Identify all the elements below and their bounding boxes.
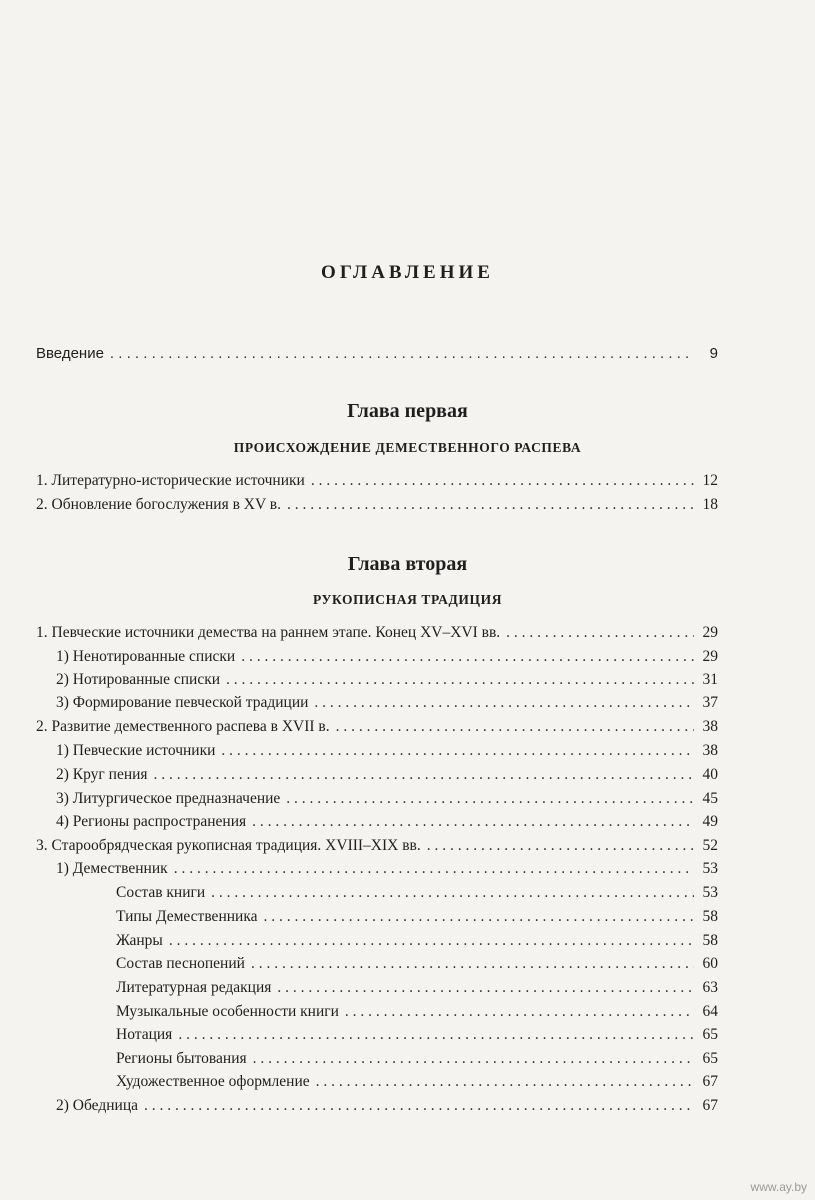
toc-entry: 3) Литургическое предназначение . . . 45 [56, 788, 718, 810]
toc-entry: Музыкальные особенности книги . . . 64 [116, 1001, 718, 1023]
toc-entry: 2. Обновление богослужения в XV в. . . . 18 [36, 494, 718, 516]
toc-entry-introduction: Введение . . . 9 [36, 343, 718, 365]
toc-entry: Жанры . . . 58 [116, 930, 718, 952]
page-title: ОГЛАВЛЕНИЕ [321, 262, 494, 283]
toc-entry: 3. Старообрядческая рукописная традиция. XVIII–XIX вв. . . . 52 [36, 835, 718, 857]
toc-entry: Художественное оформление . . . 67 [116, 1071, 718, 1093]
toc-entry: Нотация . . . 65 [116, 1024, 718, 1046]
toc-entry: 1. Певческие источники демества на раннем этапе. Конец XV–XVI вв. . . . 29 [36, 622, 718, 644]
chapter-2-subtitle: РУКОПИСНАЯ ТРАДИЦИЯ [312, 592, 503, 607]
toc-entry: Состав книги . . . 53 [116, 882, 718, 904]
toc-entry: Состав песнопений . . . 60 [116, 953, 718, 975]
toc-entry: 1) Ненотированные списки . . . 29 [56, 646, 718, 668]
toc-entry: 3) Формирование певческой традиции . . . 37 [56, 692, 718, 714]
toc-entry: Литературная редакция . . . 63 [116, 977, 718, 999]
toc-entry: 1) Демественник . . . 53 [56, 858, 718, 880]
toc-entry: 2. Развитие демественного распева в XVII в. . . . 38 [36, 716, 718, 738]
toc-entry: 2) Круг пения . . . 40 [56, 764, 718, 786]
toc-entry: 1. Литературно-исторические источники . . . 12 [36, 470, 718, 492]
watermark: www.ay.by [750, 1180, 807, 1194]
toc-entry: 4) Регионы распространения . . . 49 [56, 811, 718, 833]
chapter-1-title: Глава первая [347, 400, 468, 422]
chapter-1-subtitle: ПРОИСХОЖДЕНИЕ ДЕМЕСТВЕННОГО РАСПЕВА [233, 440, 582, 455]
toc-entry: 1) Певческие источники . . . 38 [56, 740, 718, 762]
toc-entry: 2) Обедница . . . 67 [56, 1095, 718, 1117]
toc-entry: Типы Демественника . . . 58 [116, 906, 718, 928]
toc-entry: Регионы бытования . . . 65 [116, 1048, 718, 1070]
toc-entry: 2) Нотированные списки . . . 31 [56, 669, 718, 691]
chapter-2-title: Глава вторая [347, 553, 468, 575]
